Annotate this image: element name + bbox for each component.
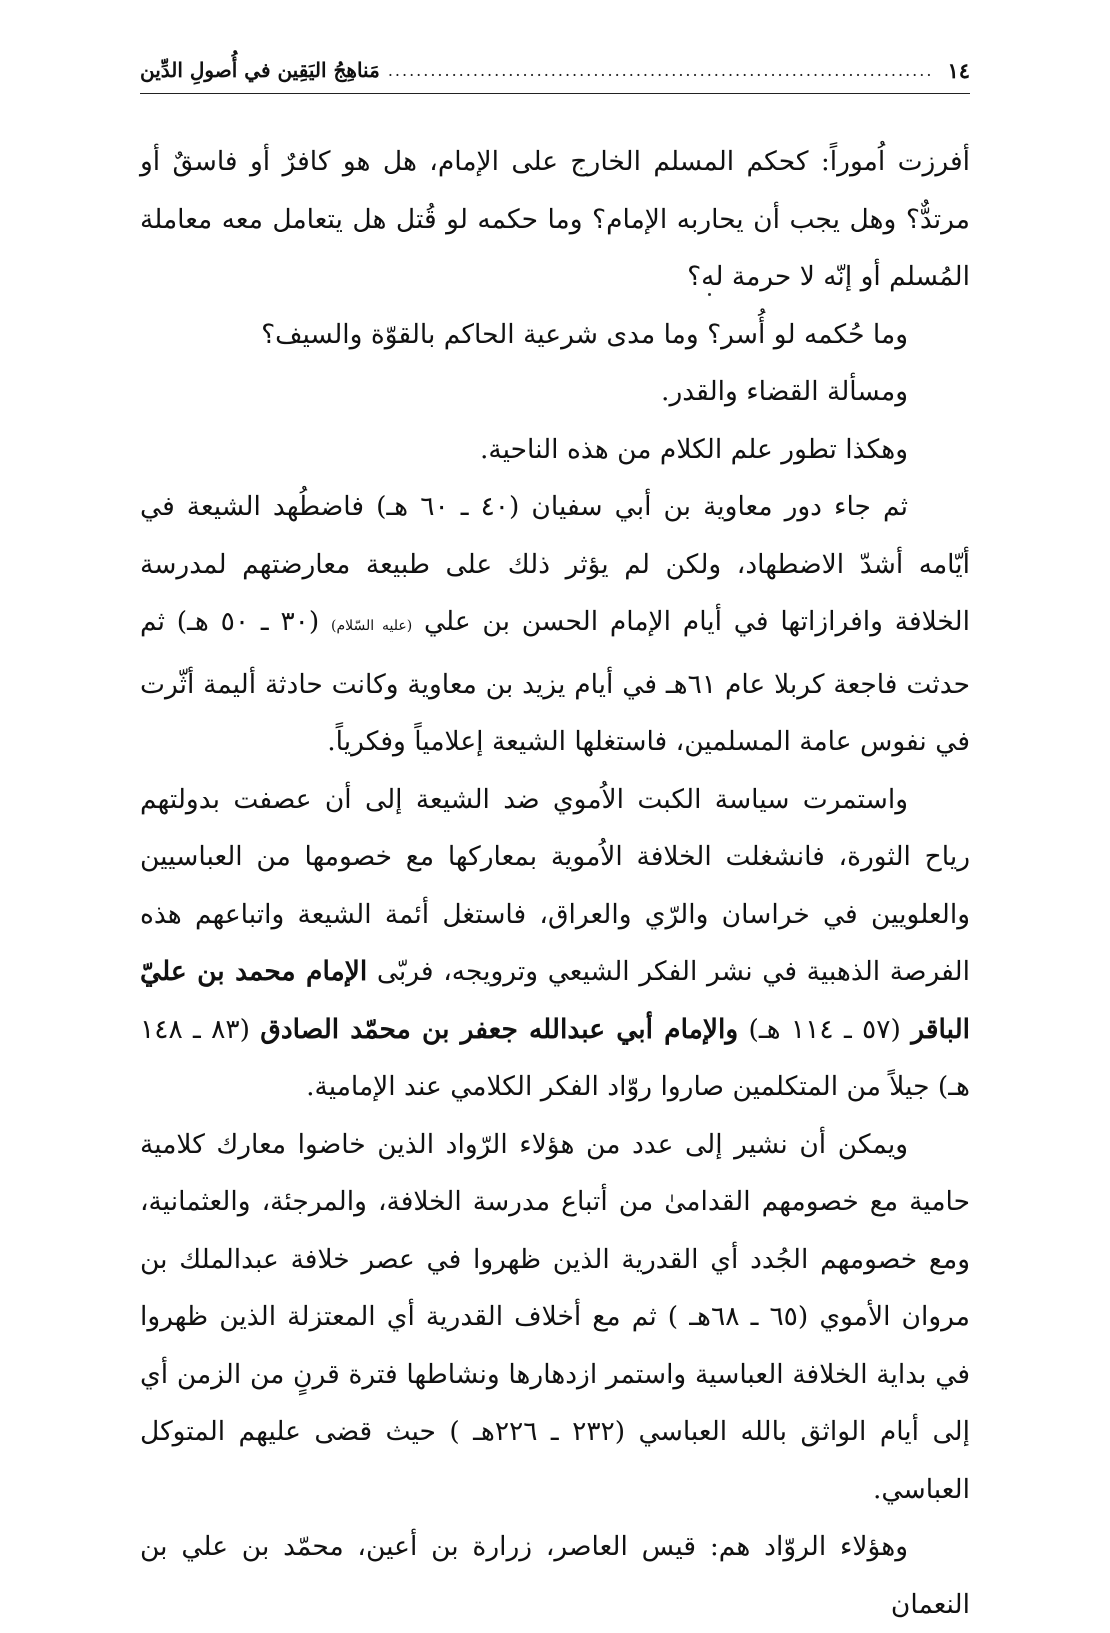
imam-baqir-name: الإمام محمد بن عليّ الباقر [140,956,970,1045]
main-text [140,133,970,1633]
imam-sadiq-name: والإمام أبي عبدالله جعفر بن محمّد الصادق [260,1013,739,1045]
book-title: مَناهِجُ اليَقِين في أُصولِ الدِّين [140,58,380,82]
paragraph-6-part-c: (٨٣ ـ ١٤٨ هـ) جيلاً من المتكلمين صاروا روّاد الفكر الكلامي عند الإمامية. [140,1013,970,1102]
paragraph-5 [140,478,970,771]
running-header [140,50,970,90]
paragraph-2: وما حُكمه لو أُسر؟ وما مدى شرعية الحاكم بالقوّة والسيف؟ [261,318,908,350]
paragraph-5-part-a: ثم جاء دور معاوية بن أبي سفيان (٤٠ ـ ٦٠ هـ) فاضطُهد الشيعة في أيّامه أشدّ الاضطهاد، ولكن لم يؤثر ذلك على طبيعة معارضتهم لمدرسة الخلافة وافرازاتها في أيام الإمام الحسن بن علي [140,491,970,637]
header-leader-dots [388,61,934,80]
paragraph-7: ويمكن أن نشير إلى عدد من هؤلاء الرّواد الذين خاضوا معارك كلامية حامية مع خصومهم القدامىٰ من أتباع مدرسة الخلافة، والمرجئة، والعثمانية، ومع خصومهم الجُدد أي القدرية الذين ظهروا في عصر خلافة عبدالملك بن مروان الأموي (٦٥ ـ ٦٨هـ ) ثم مع أخلاف القدرية أي المعتزلة الذين ظهروا في بداية الخلافة العباسية واستمر ازدهارها ونشاطها فترة قرنٍ من الزمن أي إلى أيام الواثق بالله العباسي (٢٣٢ ـ ٢٢٦هـ ) حيث قضى عليهم المتوكل العباسي. [140,1128,970,1505]
paragraph-3: ومسألة القضاء والقدر. [661,376,908,407]
paragraph-5-part-b: (٣٠ ـ ٥٠ هـ) ثم حدثت فاجعة كربلا عام ٦١هـ في أيام يزيد بن معاوية وكانت حادثة أليمة أثّرت في نفوس عامة المسلمين، فاستغلها الشيعة إعلامياً وفكرياً. [140,606,971,757]
paragraph-6-part-b: (٥٧ ـ ١١٤ هـ) [748,1013,901,1045]
paragraph-6-part-a: واستمرت سياسة الكبت الاُموي ضد الشيعة إلى أن عصفت بدولتهم رياح الثورة، فانشغلت الخلافة الاُموية بمعاركها مع خصومها من العباسيين والعلويين في خراسان والرّي والعراق، فاستغل أئمة الشيعة واتباعهم هذه الفرصة الذهبية في نشر الفكر الشيعي وترويجه، فربّى [140,783,970,987]
paragraph-8: وهؤلاء الروّاد هم: قيس العاصر، زرارة بن أعين، محمّد بن علي بن النعمان [140,1531,970,1620]
honorific: (عليه السّلام) [331,618,413,634]
paragraph-4: وهكذا تطور علم الكلام من هذه الناحية. [480,433,908,465]
paragraph-6 [140,771,970,1116]
header-rule [140,93,970,94]
page-number: ١٤ [947,57,970,83]
paragraph-1: أفرزت اُموراً: كحكم المسلم الخارج على الإمام، هل هو كافرٌ أو فاسقٌ أو مرتدٌّ؟ وهل يجب أن يحاربه الإمام؟ وما حكمه لو قُتل هل يتعامل معه معاملة المُسلم أو إنّه لا حرمة له؟ [140,146,970,292]
